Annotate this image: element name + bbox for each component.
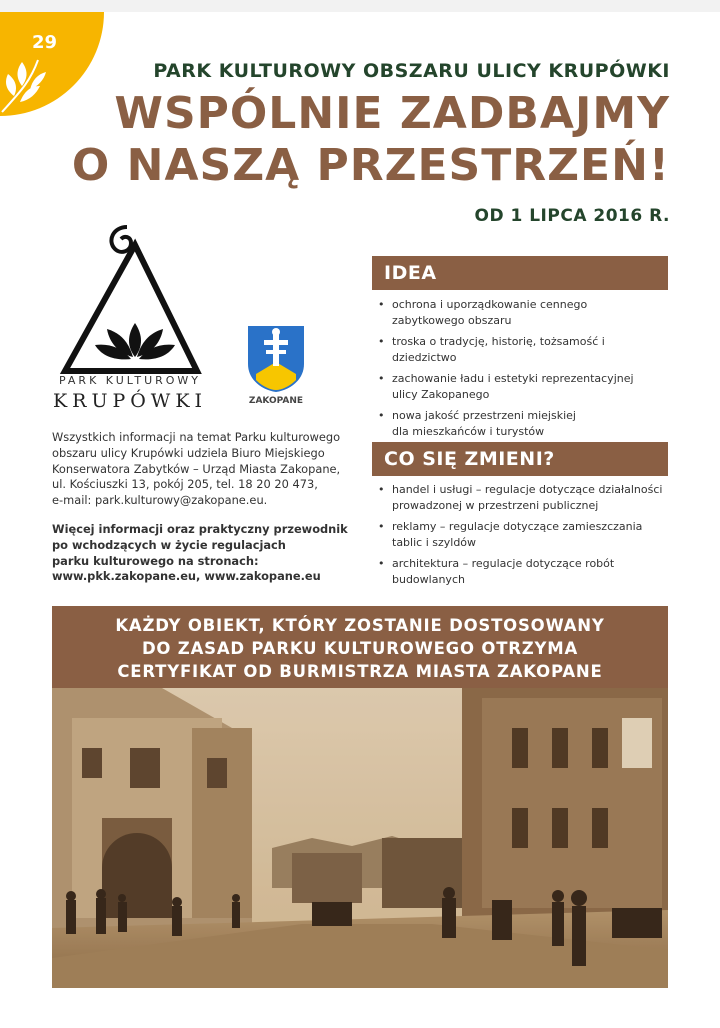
changes-list	[372, 482, 668, 593]
contact-line: obszaru ulicy Krupówki udziela Biuro Miejskiego	[52, 445, 325, 460]
list-item: • troska o tradycję, historię, tożsamość i dziedzictwo	[378, 335, 605, 364]
contact-email: e-mail: park.kulturowy@zakopane.eu.	[52, 493, 268, 508]
certificate-banner	[52, 606, 668, 688]
certificate-line-1: KAŻDY OBIEKT, KTÓRY ZOSTANIE DOSTOSOWANY	[115, 616, 605, 635]
contact-line: Wszystkich informacji na temat Parku kulturowego	[52, 430, 341, 444]
more-info-line: Więcej informacji oraz praktyczny przewodnik	[52, 522, 348, 536]
more-info	[52, 522, 352, 585]
list-item: • handel i usługi – regulacje dotyczące działalności prowadzonej w przestrzeni publicznej	[378, 483, 663, 512]
headline-line-1: WSPÓLNIE ZADBAJMY	[114, 88, 670, 139]
logo-text-line-2: KRUPÓWKI	[52, 390, 208, 412]
website-links: www.pkk.zakopane.eu, www.zakopane.eu	[52, 569, 321, 584]
historic-street-photo	[52, 688, 668, 988]
zakopane-coat-of-arms-icon	[246, 324, 306, 394]
idea-list	[372, 297, 668, 445]
coat-of-arms-label: ZAKOPANE	[248, 396, 304, 406]
list-item: • reklamy – regulacje dotyczące zamieszczania tablic i szyldów	[378, 520, 643, 549]
list-item: • zachowanie ładu i estetyki reprezentacyjnej ulicy Zakopanego	[378, 372, 634, 401]
list-item: • architektura – regulacje dotyczące robót budowlanych	[378, 557, 615, 586]
certificate-line-3: CERTYFIKAT OD BURMISTRZA MIASTA ZAKOPANE	[117, 662, 603, 681]
logo-text-line-1: PARK KULTUROWY	[58, 374, 202, 387]
park-subtitle: PARK KULTUROWY OBSZARU ULICY KRUPÓWKI	[153, 60, 670, 82]
list-item: • nowa jakość przestrzeni miejskiej dla mieszkańców i turystów	[378, 409, 576, 438]
certificate-line-2: DO ZASAD PARKU KULTUROWEGO OTRZYMA	[141, 639, 579, 658]
contact-line: Konserwatora Zabytków – Urząd Miasta Zakopane,	[52, 461, 341, 476]
page-number: 29	[32, 32, 58, 53]
contact-line: ul. Kościuszki 13, pokój 205, tel. 18 20 20 473,	[52, 477, 318, 492]
changes-heading: CO SIĘ ZMIENI?	[372, 442, 668, 476]
list-item: • ochrona i uporządkowanie cennego zabytkowego obszaru	[378, 298, 588, 327]
headline	[40, 88, 670, 192]
effective-date: OD 1 LIPCA 2016 R.	[474, 206, 670, 226]
more-info-line: parku kulturowego na stronach:	[52, 553, 259, 568]
contact-info	[52, 430, 352, 509]
idea-heading: IDEA	[372, 256, 668, 290]
top-strip	[0, 0, 720, 12]
more-info-line: po wchodzących w życie regulacjach	[52, 537, 286, 552]
headline-line-2: O NASZĄ PRZESTRZEŃ!	[71, 140, 670, 191]
